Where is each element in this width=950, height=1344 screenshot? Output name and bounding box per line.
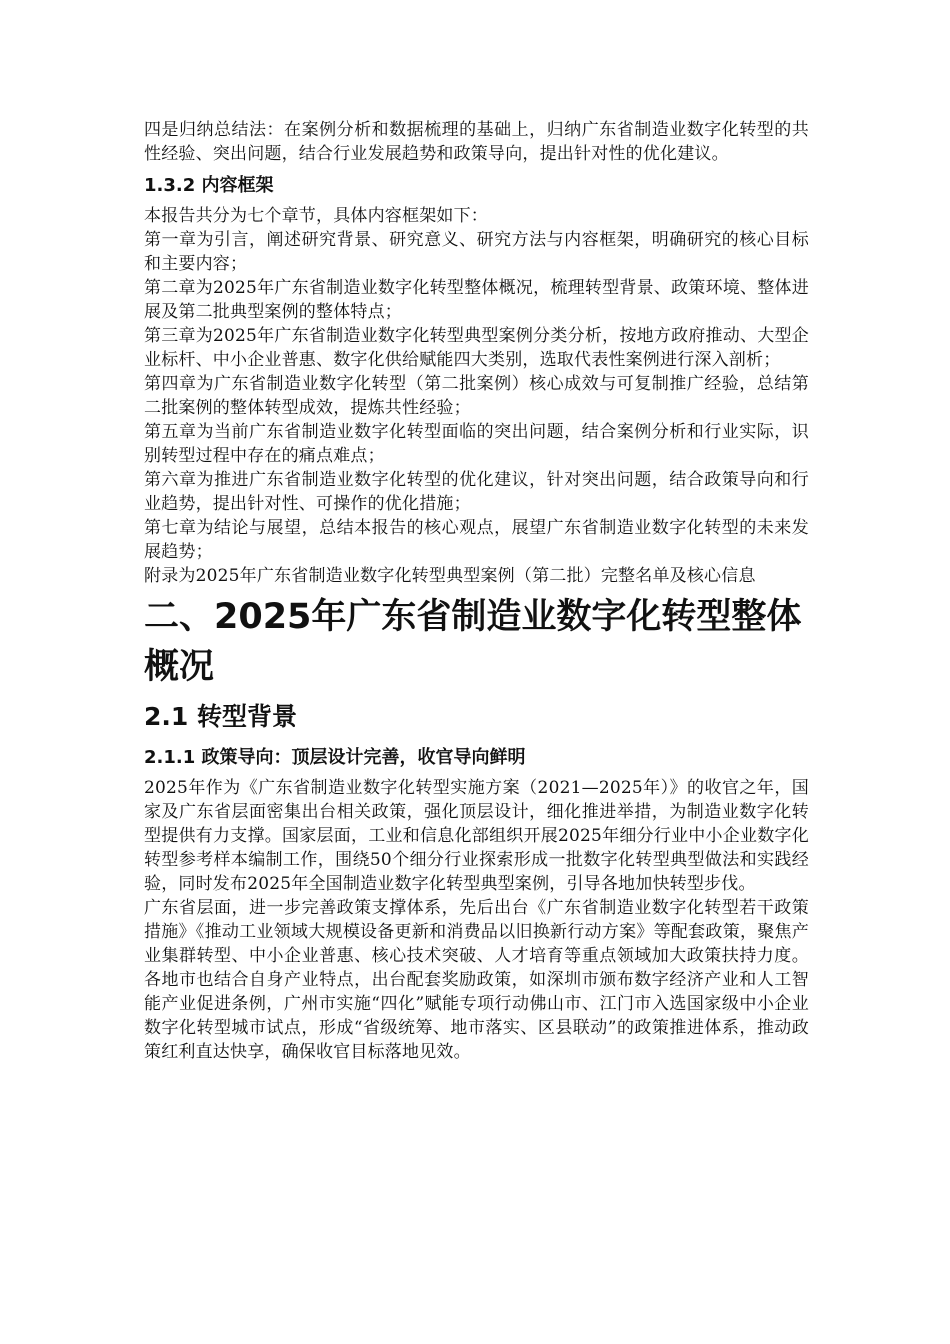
framework-line: 本报告共分为七个章节，具体内容框架如下： [144,206,488,226]
intro-paragraph: 四是归纳总结法：在案例分析和数据梳理的基础上，归纳广东省制造业数字化转型的共性经验、突出问题，结合行业发展趋势和政策导向，提出针对性的优化建议。 [144,120,809,164]
body-paragraph: 2025年作为《广东省制造业数字化转型实施方案（2021—2025年）》的收官之年，国家及广东省层面密集出台相关政策，强化顶层设计，细化推进举措，为制造业数字化转型提供有力支撑。国家层面，工业和信息化部组织开展2025年细分行业中小企业数字化转型参考样本编制工作，围绕50个细分行业探索形成一批数字化转型典型做法和实践经验，同时发布2025年全国制造业数字化转型典型案例，引导各地加快转型步伐。 [144,778,809,894]
framework-line: 第一章为引言，阐述研究背景、研究意义、研究方法与内容框架，明确研究的核心目标和主要内容； [144,230,809,274]
body-paragraph: 广东省层面，进一步完善政策支撑体系，先后出台《广东省制造业数字化转型若干政策措施》《推动工业领域大规模设备更新和消费品以旧换新行动方案》等配套政策，聚焦产业集群转型、中小企业普惠、核心技术突破、人才培育等重点领域加大政策扶持力度。各地市也结合自身产业特点，出台配套奖励政策，如深圳市颁布数字经济产业和人工智能产业促进条例，广州市实施“四化”赋能专项行动佛山市、江门市入选国家级中小企业数字化转型城市试点，形成“省级统筹、地市落实、区县联动”的政策推进体系，推动政策红利直达快享，确保收官目标落地见效。 [144,898,809,1062]
framework-line: 第五章为当前广东省制造业数字化转型面临的突出问题，结合案例分析和行业实际，识别转型过程中存在的痛点难点； [144,422,809,466]
framework-line: 第二章为2025年广东省制造业数字化转型整体概况，梳理转型背景、政策环境、整体进展及第二批典型案例的整体特点； [144,278,809,322]
framework-line: 第六章为推进广东省制造业数字化转型的优化建议，针对突出问题，结合政策导向和行业趋势，提出针对性、可操作的优化措施； [144,470,809,514]
framework-line: 第四章为广东省制造业数字化转型（第二批案例）核心成效与可复制推广经验，总结第二批案例的整体转型成效，提炼共性经验； [144,374,809,418]
section-heading-1-3-2: 1.3.2 内容框架 [144,175,274,196]
framework-line: 第七章为结论与展望，总结本报告的核心观点，展望广东省制造业数字化转型的未来发展趋势； [144,518,809,562]
chapter-2-heading: 二、2025年广东省制造业数字化转型整体概况 [144,597,802,687]
section-heading-2-1-1: 2.1.1 政策导向：顶层设计完善，收官导向鲜明 [144,747,526,768]
framework-line: 附录为2025年广东省制造业数字化转型典型案例（第二批）完整名单及核心信息 [144,566,756,586]
document-page [144,118,809,1064]
framework-line: 第三章为2025年广东省制造业数字化转型典型案例分类分析，按地方政府推动、大型企业标杆、中小企业普惠、数字化供给赋能四大类别，选取代表性案例进行深入剖析； [144,326,809,370]
section-heading-2-1: 2.1 转型背景 [144,702,297,731]
